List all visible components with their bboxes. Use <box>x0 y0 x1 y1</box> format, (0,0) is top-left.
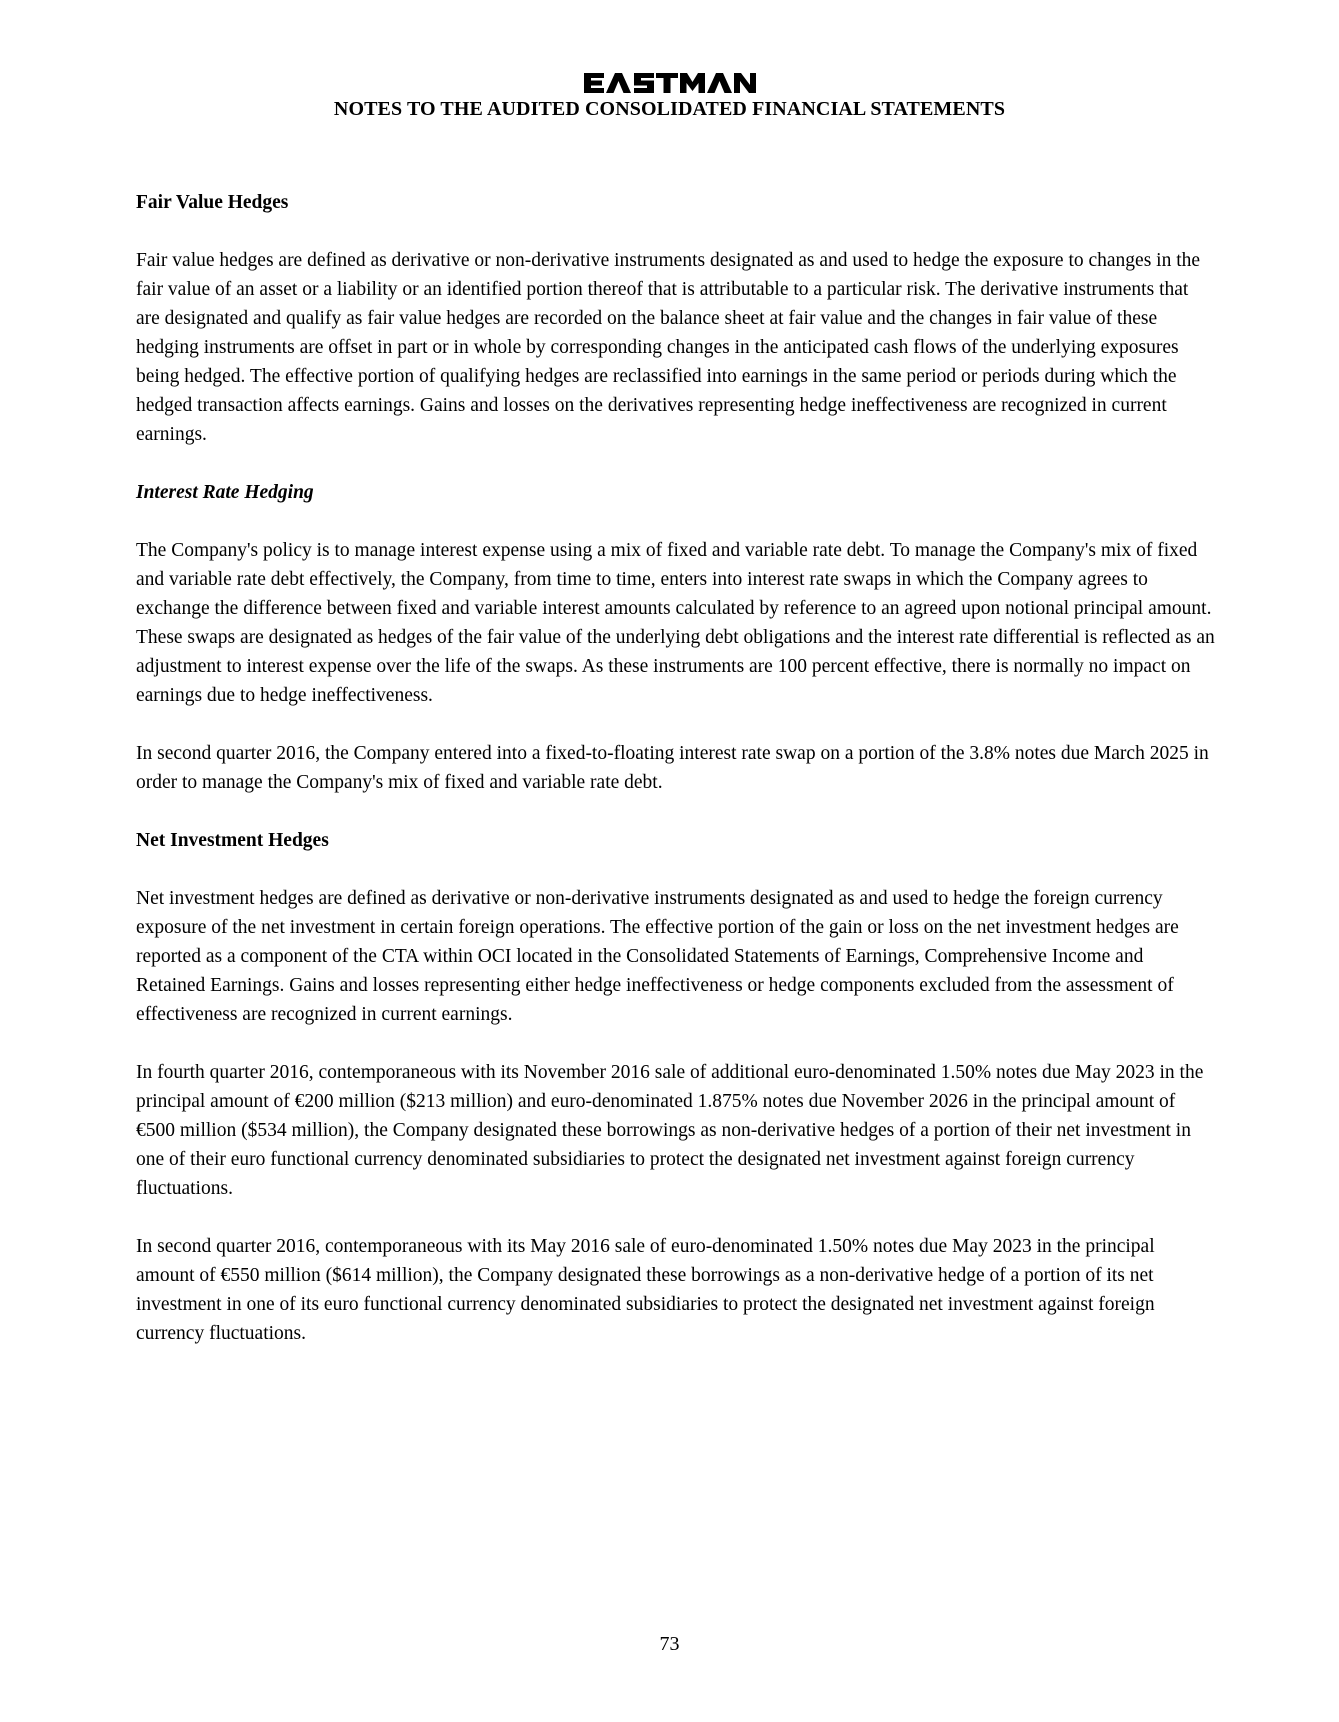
document-body <box>136 188 1216 1377</box>
paragraph: In second quarter 2016, the Company entered into a fixed-to-floating interest rate swap on a portion of the 3.8% notes due March 2025 in order to manage the Company's mix of fixed and variable rate debt. <box>136 743 1209 793</box>
document-title: NOTES TO THE AUDITED CONSOLIDATED FINANCIAL STATEMENTS <box>333 98 1006 120</box>
section-heading-interest-rate-hedging: Interest Rate Hedging <box>136 482 314 503</box>
eastman-logo <box>582 72 758 94</box>
paragraph: In fourth quarter 2016, contemporaneous with its November 2016 sale of additional euro-denominated 1.50% notes due May 2023 in the principal amount of €200 million ($213 million) and euro-denominated 1.875% notes due November 2026 in the principal amount of €500 million ($534 million), the Company designated these borrowings as non-derivative hedges of a portion of their net investment in one of their euro functional currency denominated subsidiaries to protect the designated net investment against foreign currency fluctuations. <box>136 1062 1204 1199</box>
paragraph: Net investment hedges are defined as derivative or non-derivative instruments designated as and used to hedge the foreign currency exposure of the net investment in certain foreign operations. The effective portion of the gain or loss on the net investment hedges are reported as a component of the CTA within OCI located in the Consolidated Statements of Earnings, Comprehensive Income and Retained Earnings. Gains and losses representing either hedge ineffectiveness or hedge components excluded from the assessment of effectiveness are recognized in current earnings. <box>136 888 1179 1025</box>
paragraph: Fair value hedges are defined as derivative or non-derivative instruments designated as and used to hedge the exposure to changes in the fair value of an asset or a liability or an identified portion thereof that is attributable to a particular risk. The derivative instruments that are designated and qualify as fair value hedges are recorded on the balance sheet at fair value and the changes in fair value of these hedging instruments are offset in part or in whole by corresponding changes in the anticipated cash flows of the underlying exposures being hedged. The effective portion of qualifying hedges are reclassified into earnings in the same period or periods during which the hedged transaction affects earnings. Gains and losses on the derivatives representing hedge ineffectiveness are recognized in current earnings. <box>136 250 1201 445</box>
section-heading-net-investment-hedges: Net Investment Hedges <box>136 830 329 851</box>
page-number: 73 <box>659 1633 680 1655</box>
paragraph: The Company's policy is to manage interest expense using a mix of fixed and variable rate debt. To manage the Company's mix of fixed and variable rate debt effectively, the Company, from time to time, enters into interest rate swaps in which the Company agrees to exchange the difference between fixed and variable interest amounts calculated by reference to an agreed upon notional principal amount. These swaps are designated as hedges of the fair value of the underlying debt obligations and the interest rate differential is reflected as an adjustment to interest expense over the life of the swaps. As these instruments are 100 percent effective, there is normally no impact on earnings due to hedge ineffectiveness. <box>136 540 1215 706</box>
page-header <box>0 72 1339 121</box>
paragraph: In second quarter 2016, contemporaneous with its May 2016 sale of euro-denominated 1.50% notes due May 2023 in the principal amount of €550 million ($614 million), the Company designated these borrowings as a non-derivative hedge of a portion of its net investment in one of its euro functional currency denominated subsidiaries to protect the designated net investment against foreign currency fluctuations. <box>136 1236 1155 1344</box>
section-heading-fair-value-hedges: Fair Value Hedges <box>136 192 289 213</box>
